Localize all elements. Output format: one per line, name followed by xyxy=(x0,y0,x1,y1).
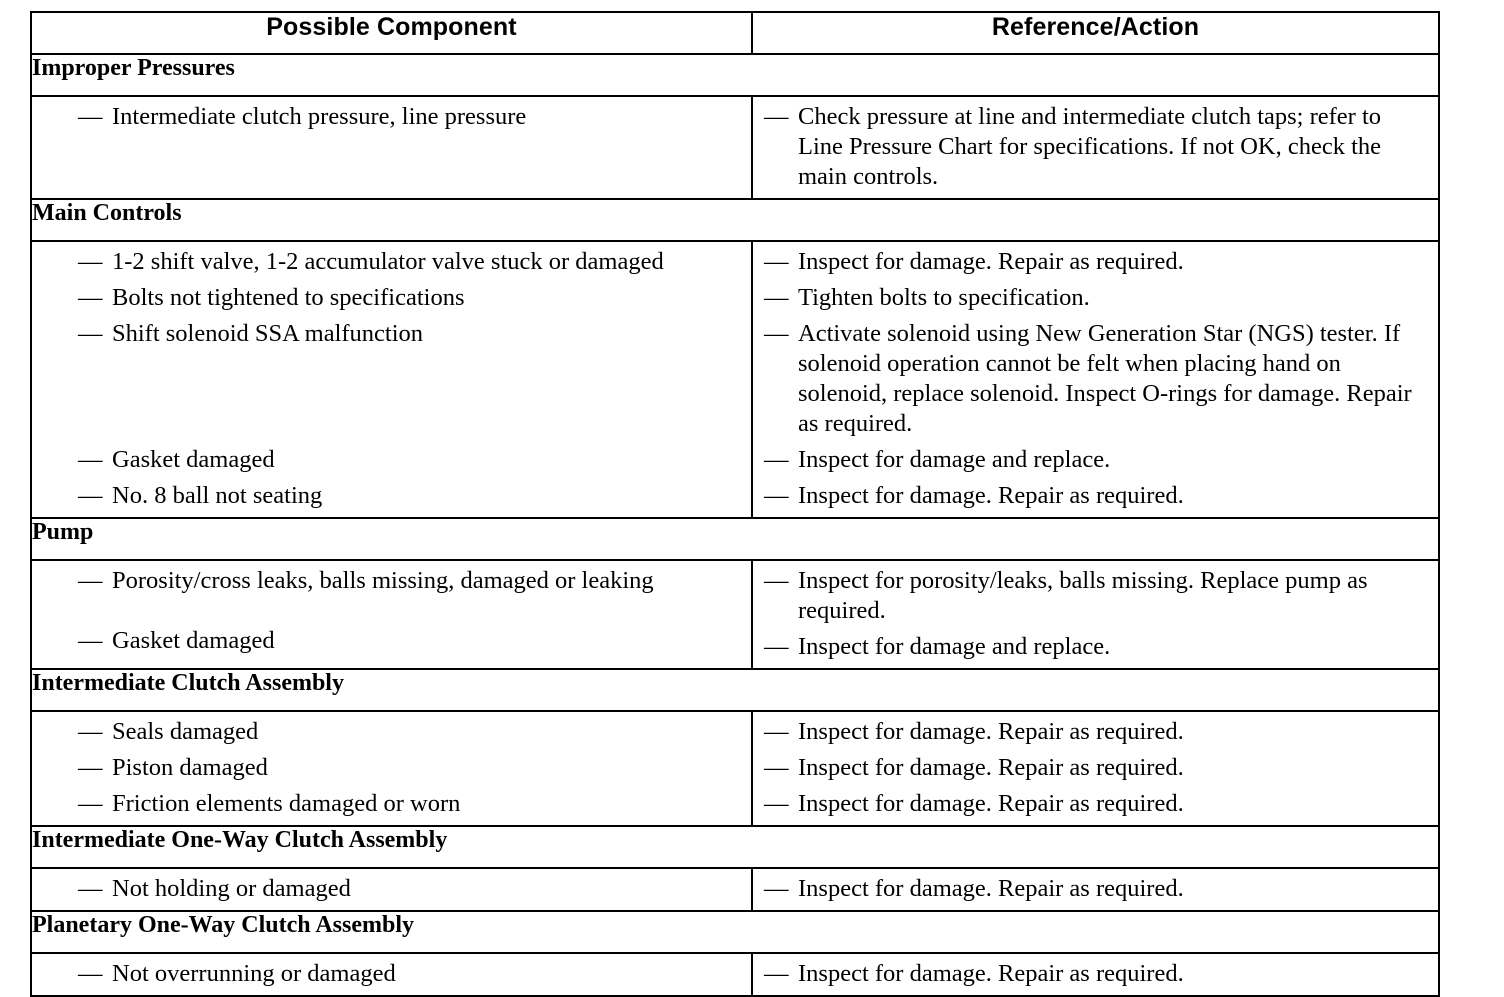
action-text: Activate solenoid using New Generation Star (NGS) tester. If solenoid operation cannot be felt when placing hand on solenoid, replace solenoid. Inspect O-rings for damage. Repair as required. xyxy=(798,320,1412,437)
section-title: Improper Pressures xyxy=(31,54,1439,96)
component-item xyxy=(78,753,745,783)
component-item xyxy=(78,319,745,349)
action-text: Check pressure at line and intermediate clutch taps; refer to Line Pressure Chart for specifications. If not OK, check the main controls. xyxy=(798,103,1382,190)
section-title: Intermediate One-Way Clutch Assembly xyxy=(31,826,1439,868)
dash: — xyxy=(78,754,103,781)
dash: — xyxy=(764,754,789,781)
dash: — xyxy=(764,446,789,473)
spacer xyxy=(78,596,745,626)
section-title: Main Controls xyxy=(31,199,1439,241)
section-body-row xyxy=(31,560,1439,669)
action-item xyxy=(764,789,1432,819)
section-row xyxy=(31,199,1439,241)
action-item xyxy=(764,874,1432,904)
component-text: Not overrunning or damaged xyxy=(112,960,396,987)
section-title: Planetary One-Way Clutch Assembly xyxy=(31,911,1439,953)
component-text: No. 8 ball not seating xyxy=(112,482,323,509)
section-title: Intermediate Clutch Assembly xyxy=(31,669,1439,711)
component-item xyxy=(78,626,745,656)
section-row xyxy=(31,54,1439,96)
component-cell xyxy=(31,560,752,669)
section-row xyxy=(31,911,1439,953)
action-text: Inspect for damage. Repair as required. xyxy=(798,482,1184,509)
section-body-row xyxy=(31,868,1439,911)
component-cell xyxy=(31,96,752,199)
component-cell xyxy=(31,868,752,911)
component-cell xyxy=(31,241,752,518)
dash: — xyxy=(764,284,789,311)
action-text: Inspect for damage. Repair as required. xyxy=(798,718,1184,745)
header-row xyxy=(31,12,1439,54)
dash: — xyxy=(78,446,103,473)
header-action: Reference/Action xyxy=(752,12,1439,54)
dash: — xyxy=(78,284,103,311)
section-row xyxy=(31,518,1439,560)
section-row xyxy=(31,826,1439,868)
component-text: Intermediate clutch pressure, line pressure xyxy=(112,103,527,130)
action-text: Inspect for damage. Repair as required. xyxy=(798,248,1184,275)
dash: — xyxy=(764,482,789,509)
action-cell xyxy=(752,96,1439,199)
component-text: Porosity/cross leaks, balls missing, damaged or leaking xyxy=(112,567,654,594)
action-item xyxy=(764,445,1432,475)
dash: — xyxy=(764,248,789,275)
dash: — xyxy=(78,875,103,902)
dash: — xyxy=(78,103,103,130)
section-body-row xyxy=(31,241,1439,518)
dash: — xyxy=(764,960,789,987)
action-item xyxy=(764,566,1432,626)
dash: — xyxy=(764,875,789,902)
action-item xyxy=(764,283,1432,313)
component-item xyxy=(78,959,745,989)
dash: — xyxy=(764,320,789,347)
dash: — xyxy=(78,627,103,654)
component-item xyxy=(78,102,745,132)
action-item xyxy=(764,102,1432,192)
action-text: Inspect for damage. Repair as required. xyxy=(798,875,1184,902)
component-item xyxy=(78,566,745,596)
section-title: Pump xyxy=(31,518,1439,560)
component-text: Seals damaged xyxy=(112,718,259,745)
component-text: 1-2 shift valve, 1-2 accumulator valve stuck or damaged xyxy=(112,248,664,275)
section-body-row xyxy=(31,96,1439,199)
action-text: Inspect for damage. Repair as required. xyxy=(798,790,1184,817)
dash: — xyxy=(78,567,103,594)
dash: — xyxy=(78,960,103,987)
action-text: Inspect for damage. Repair as required. xyxy=(798,754,1184,781)
action-text: Inspect for porosity/leaks, balls missing. Replace pump as required. xyxy=(798,567,1368,624)
component-item xyxy=(78,445,745,475)
diagnostic-table xyxy=(30,11,1440,997)
component-item xyxy=(78,283,745,313)
component-item xyxy=(78,789,745,819)
component-item xyxy=(78,874,745,904)
action-text: Inspect for damage and replace. xyxy=(798,633,1111,660)
component-item xyxy=(78,247,745,277)
component-text: Not holding or damaged xyxy=(112,875,351,902)
action-cell xyxy=(752,241,1439,518)
action-text: Inspect for damage and replace. xyxy=(798,446,1111,473)
component-text: Bolts not tightened to specifications xyxy=(112,284,465,311)
component-cell xyxy=(31,711,752,826)
component-text: Friction elements damaged or worn xyxy=(112,790,461,817)
dash: — xyxy=(764,103,789,130)
action-cell xyxy=(752,868,1439,911)
section-body-row xyxy=(31,711,1439,826)
component-item xyxy=(78,717,745,747)
dash: — xyxy=(764,567,789,594)
action-item xyxy=(764,632,1432,662)
dash: — xyxy=(78,790,103,817)
action-item xyxy=(764,753,1432,783)
component-text: Gasket damaged xyxy=(112,446,275,473)
component-text: Piston damaged xyxy=(112,754,268,781)
dash: — xyxy=(78,248,103,275)
action-text: Tighten bolts to specification. xyxy=(798,284,1090,311)
action-item xyxy=(764,319,1432,439)
action-item xyxy=(764,959,1432,989)
header-component: Possible Component xyxy=(31,12,752,54)
spacer xyxy=(78,349,745,445)
action-cell xyxy=(752,560,1439,669)
section-row xyxy=(31,669,1439,711)
component-text: Shift solenoid SSA malfunction xyxy=(112,320,424,347)
dash: — xyxy=(764,633,789,660)
action-item xyxy=(764,481,1432,511)
action-item xyxy=(764,717,1432,747)
action-cell xyxy=(752,711,1439,826)
dash: — xyxy=(78,320,103,347)
action-item xyxy=(764,247,1432,277)
component-text: Gasket damaged xyxy=(112,627,275,654)
dash: — xyxy=(78,482,103,509)
dash: — xyxy=(764,718,789,745)
component-item xyxy=(78,481,745,511)
action-text: Inspect for damage. Repair as required. xyxy=(798,960,1184,987)
dash: — xyxy=(764,790,789,817)
dash: — xyxy=(78,718,103,745)
